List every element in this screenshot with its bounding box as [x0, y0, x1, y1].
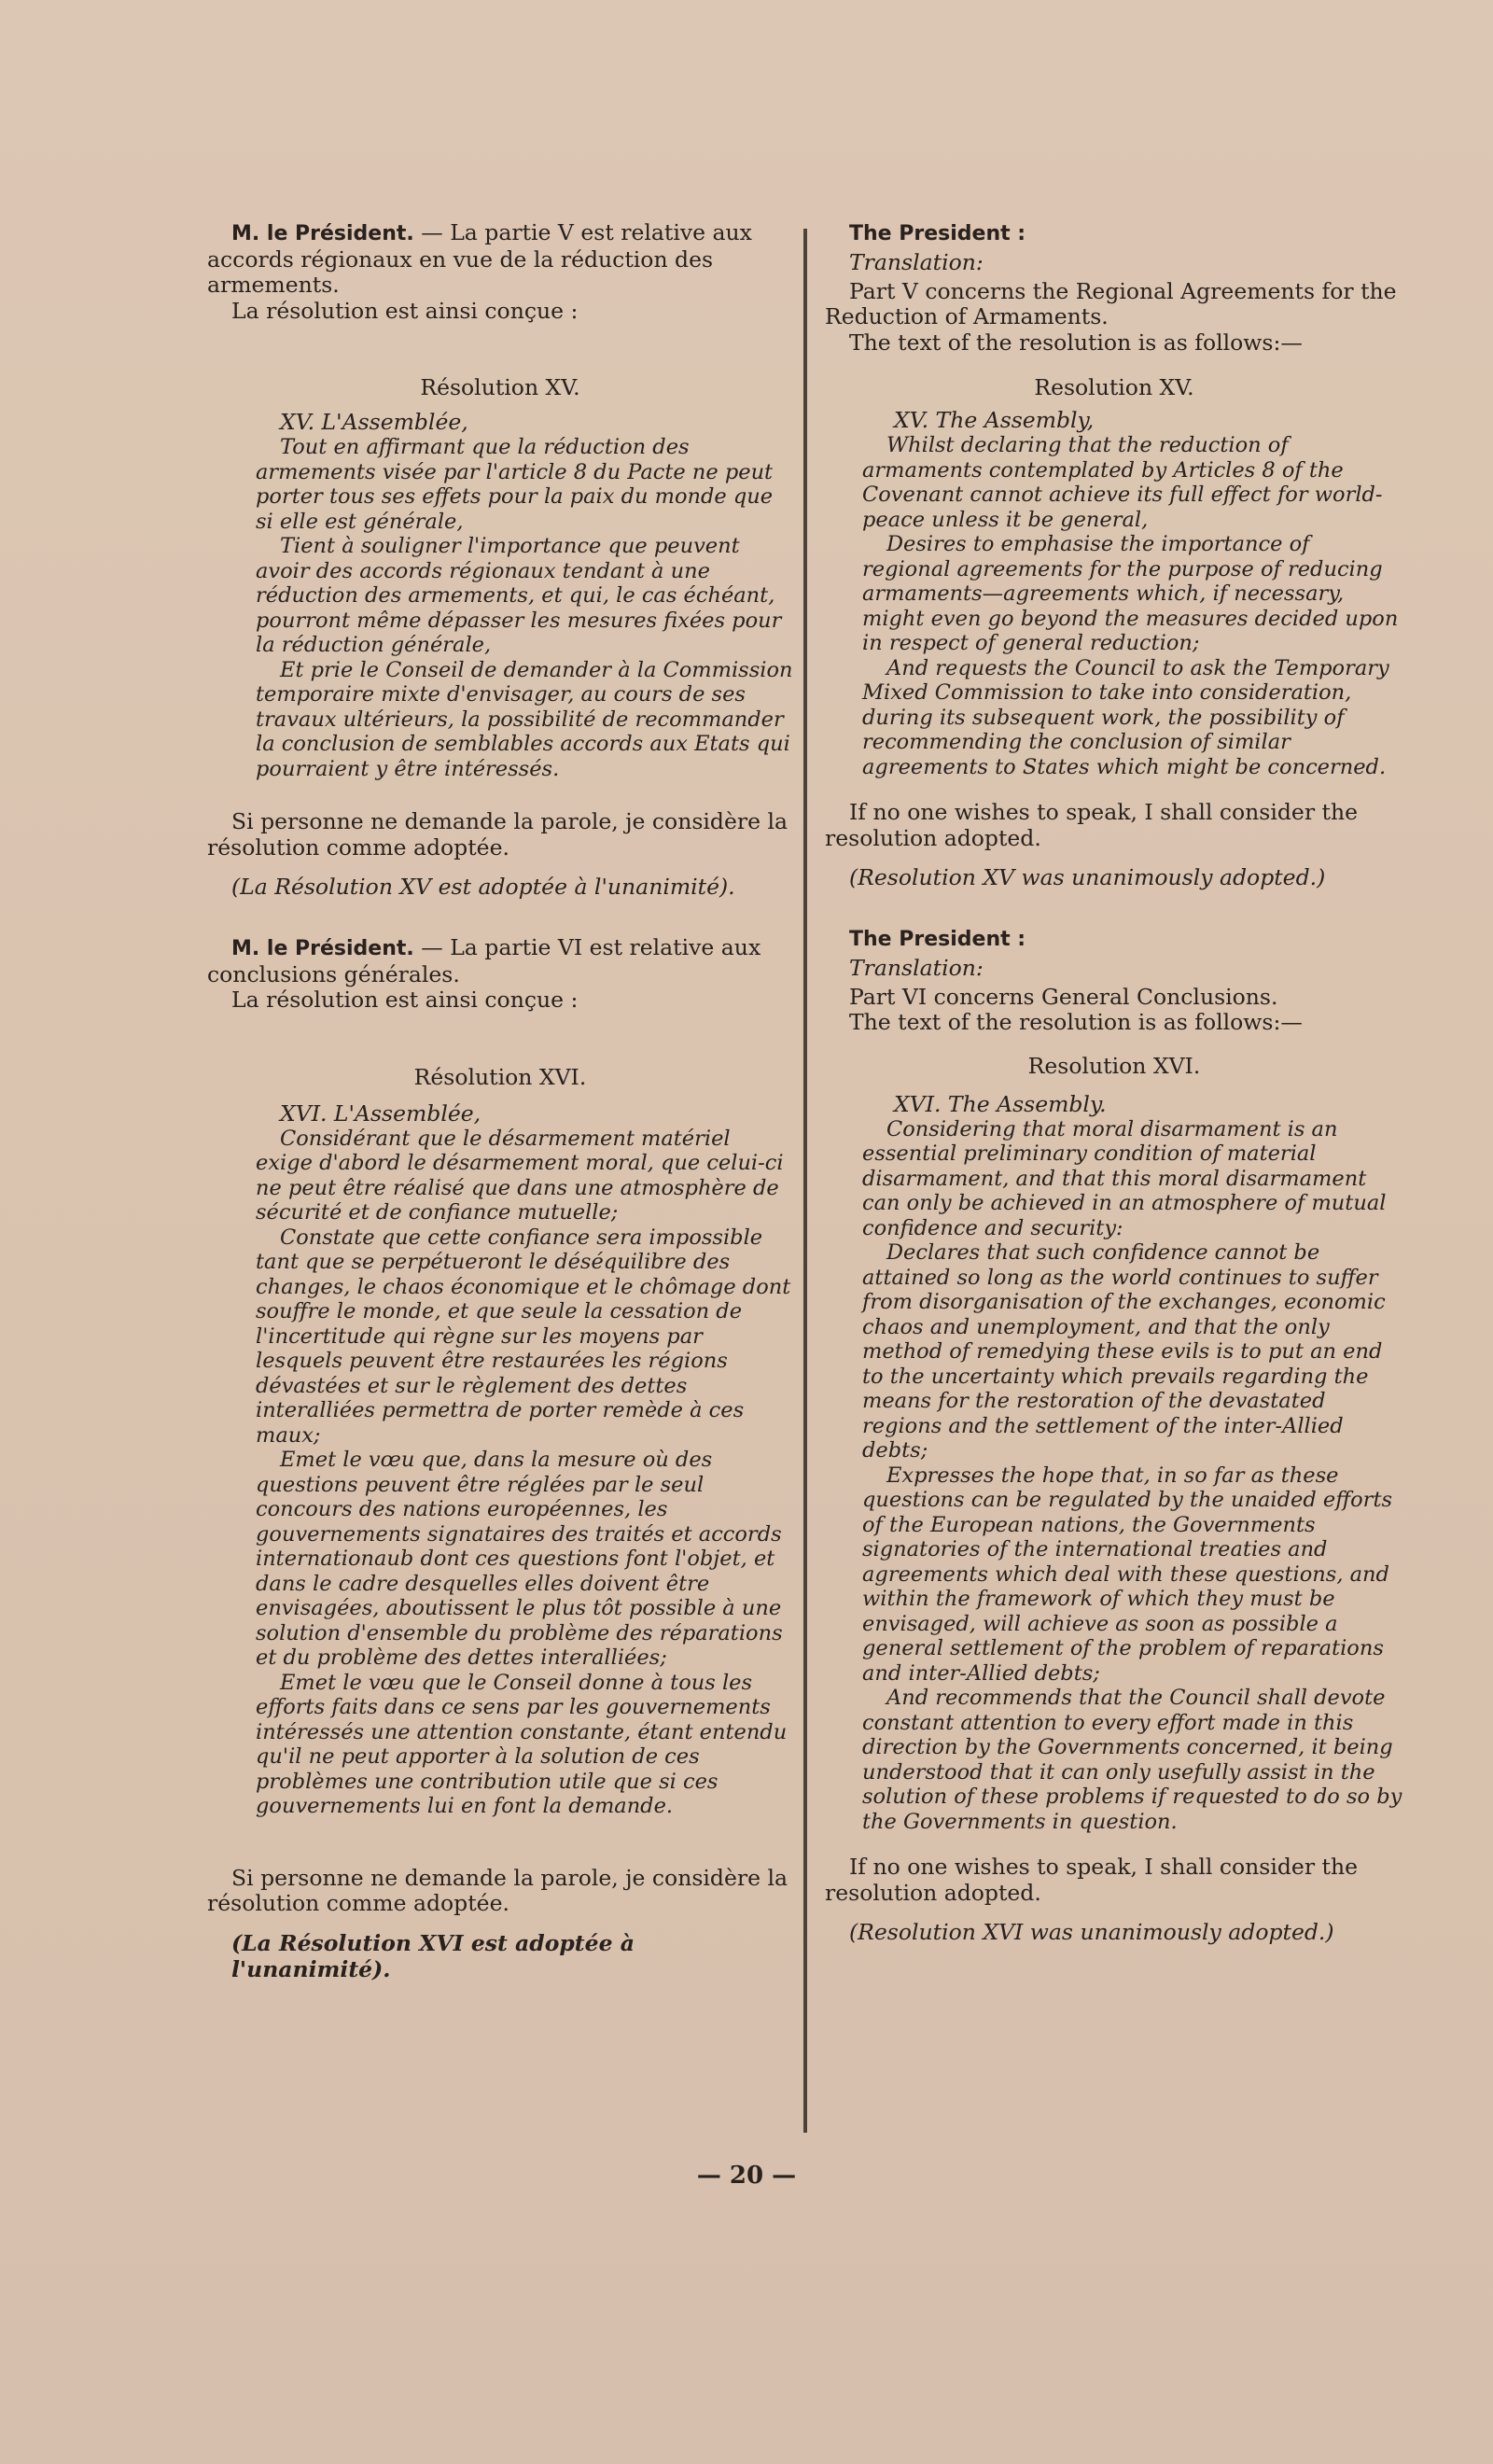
- column-divider: [803, 229, 807, 2133]
- adoption-statement: Si personne ne demande la parole, je considère la résolution comme adoptée.: [207, 1864, 788, 1916]
- resolution-paragraph: And recommends that the Council shall devote constant attention to every effort made in this direction by the Governments concerned, it being understood that it can only usefully assist in the solution of these problems if requested to do so by the Governments in question.: [862, 1686, 1402, 1834]
- statement-text: — La partie VI est relative aux conclusions générales.: [207, 934, 761, 987]
- resolution-intro-line: La résolution est ainsi conçue :: [231, 297, 579, 324]
- resolution-xv-intro: XV. The Assembly,: [894, 407, 1095, 433]
- resolution-xv-title: Résolution XV.: [420, 374, 580, 400]
- resolution-paragraph: Tout en affirmant que la réduction des armements visée par l'article 8 du Pacte ne peut porter tous ses effets pour la paix du monde que si elle est générale,: [256, 435, 774, 534]
- resolution-xvi-title: Résolution XVI.: [413, 1063, 587, 1090]
- resolution-paragraph: Et prie le Conseil de demander à la Commission temporaire mixte d'envisager, au cours de ses travaux ultérieurs, la possibilité de recommander la conclusion de semblables accords aux Etats qui pourraient y être intéressés.: [256, 657, 793, 781]
- adoption-statement: If no one wishes to speak, I shall consider the resolution adopted.: [825, 1854, 1359, 1906]
- resolution-intro-line: The text of the resolution is as follows:—: [849, 1009, 1303, 1035]
- resolution-intro-line: La résolution est ainsi conçue :: [231, 987, 579, 1013]
- resolution-paragraph: Emet le vœu que le Conseil donne à tous les efforts faits dans ce sens par les gouvernements intéressés une attention constante, étant entendu qu'il ne peut apporter à la solution de ces problèmes une contribution utile que si ces gouvernements lui en font la demande.: [256, 1670, 788, 1818]
- adoption-result: (La Résolution XVI est adoptée à l'unanimité).: [231, 1929, 635, 1982]
- speaker-label: M. le Président.: [231, 937, 414, 960]
- adoption-result: (La Résolution XV est adoptée à l'unanimité).: [231, 874, 735, 900]
- adoption-statement: Si personne ne demande la parole, je considère la résolution comme adoptée.: [207, 808, 788, 861]
- president-speaker: [825, 220, 1403, 247]
- page-number: — 20 —: [696, 2162, 797, 2190]
- resolution-xv-title: Resolution XV.: [1034, 374, 1194, 400]
- statement-text: Part VI concerns General Conclusions.: [849, 983, 1278, 1010]
- resolution-intro-line: The text of the resolution is as follows:—: [849, 329, 1303, 356]
- translation-label: Translation:: [849, 248, 984, 275]
- adoption-result: (Resolution XVI was unanimously adopted.): [849, 1919, 1334, 1945]
- french-column: [207, 220, 793, 1982]
- president-speaker: [825, 926, 1403, 953]
- resolution-paragraph: Emet le vœu que, dans la mesure où des questions peuvent être réglées par le seul concours des nations européennes, les gouvernements signataires des traités et accords internationaub dont ces questions font l'objet, et dans le cadre desquelles elles doivent être envisagées, aboutissent le plus tôt possible à une solution d'ensemble du problème des réparations et du problème des dettes interalliées;: [256, 1448, 783, 1670]
- resolution-paragraph: And requests the Council to ask the Temporary Mixed Commission to take into consideration, during its subsequent work, the possibility of recommending the conclusion of similar agreements to States which might be concerned.: [862, 655, 1389, 779]
- resolution-paragraph: Considérant que le désarmement matériel exige d'abord le désarmement moral, que celui-ci ne peut être réalisé que dans une atmosphère de sécurité et de confiance mutuelle;: [256, 1126, 784, 1225]
- president-statement-1: [207, 220, 793, 299]
- president-statement-2: [207, 935, 793, 987]
- resolution-xv-intro: XV. L'Assemblée,: [280, 409, 468, 435]
- speaker-label: The President :: [849, 222, 1026, 245]
- resolution-paragraph: Constate que cette confiance sera impossible tant que se perpétueront le déséquilibre des changes, le chaos économique et le chômage dont souffre le monde, et que seule la cessation de l'incertitude qui règne sur les moyens par lesquels peuvent être restaurées les régions dévastées et sur le règlement des dettes interalliées permettra de porter remède à ces maux;: [256, 1225, 791, 1448]
- adoption-result: (Resolution XV was unanimously adopted.): [849, 864, 1326, 890]
- resolution-xvi-intro: XVI. The Assembly.: [894, 1090, 1107, 1117]
- statement-text: — La partie V est relative aux accords régionaux en vue de la réduction des armements.: [207, 219, 752, 298]
- translation-label: Translation:: [849, 954, 984, 981]
- resolution-paragraph: Declares that such confidence cannot be attained so long as the world continues to suffer from disorganisation of the exchanges, economic chaos and unemployment, and that the only method of remedying these evils is to put an end to the uncertainty which prevails regarding the means for the restoration of the devastated regions and the settlement of the inter-Allied debts;: [862, 1240, 1386, 1463]
- resolution-xvi-intro: XVI. L'Assemblée,: [280, 1099, 481, 1127]
- resolution-paragraph: Desires to emphasise the importance of regional agreements for the purpose of reducing armaments—agreements which, if necessary, might even go beyond the measures decided upon in respect of general reduction;: [862, 532, 1399, 655]
- resolution-paragraph: Tient à souligner l'importance que peuvent avoir des accords régionaux tendant à une réduction des armements, et qui, le cas échéant, pourront même dépasser les mesures fixées pour la réduction générale,: [256, 534, 782, 657]
- speaker-label: The President :: [849, 928, 1026, 951]
- resolution-paragraph: Whilst declaring that the reduction of armaments contemplated by Articles 8 of the Covenant cannot achieve its full effect for world-peace unless it be general,: [862, 433, 1383, 532]
- adoption-statement: If no one wishes to speak, I shall consider the resolution adopted.: [825, 799, 1359, 851]
- resolution-xvi-title: Resolution XVI.: [1027, 1052, 1201, 1079]
- speaker-label: M. le Président.: [231, 222, 414, 245]
- resolution-paragraph: Expresses the hope that, in so far as these questions can be regulated by the unaided efforts of the European nations, the Governments signatories of the international treaties and agreements which deal with these questions, and within the framework of which they must be envisaged, will achieve as soon as possible a general settlement of the problem of reparations and inter-Allied debts;: [862, 1463, 1393, 1686]
- resolution-paragraph: Considering that moral disarmament is an essential preliminary condition of material disarmament, and that this moral disarmament can only be achieved in an atmosphere of mutual confidence and security:: [862, 1116, 1387, 1240]
- english-column: [825, 220, 1403, 1945]
- statement-text: Part V concerns the Regional Agreements for the Reduction of Armaments.: [825, 277, 1397, 329]
